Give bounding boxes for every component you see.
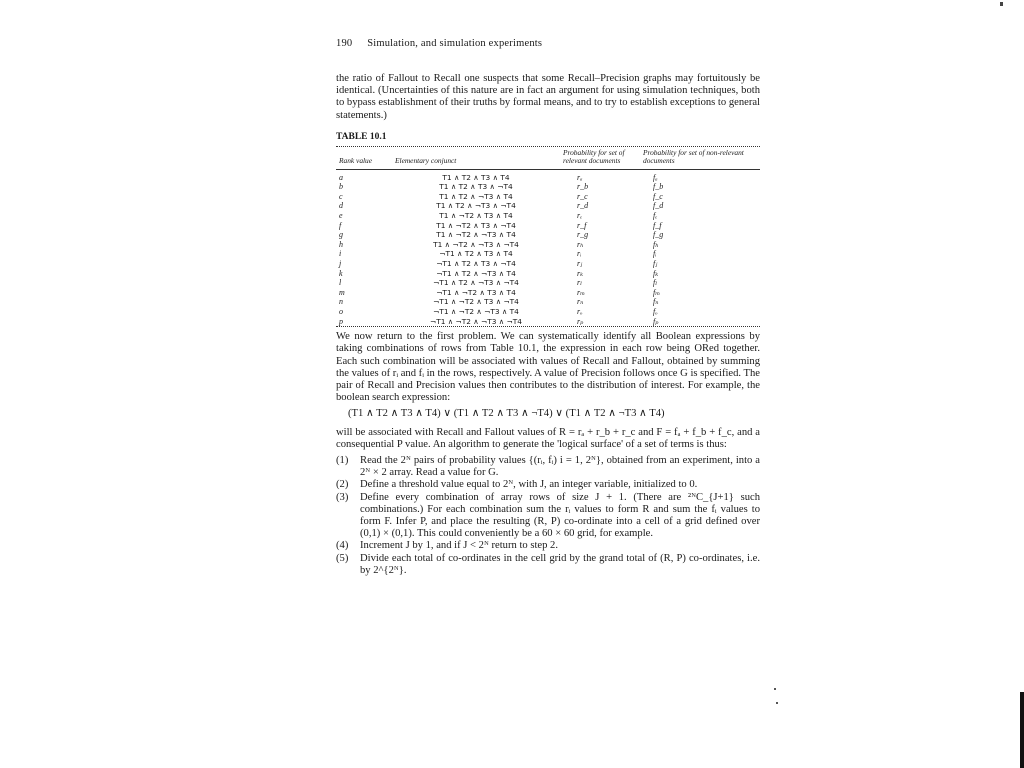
header-rank: Rank value xyxy=(339,156,373,166)
rank-cell: f xyxy=(339,220,342,230)
table-row xyxy=(336,259,760,269)
table-row xyxy=(336,240,760,250)
rank-cell: a xyxy=(339,172,343,182)
relevant-prob-cell: rᵢ xyxy=(577,249,582,259)
scan-artifact xyxy=(776,702,778,704)
table-row xyxy=(336,211,760,221)
conjunct-cell: ¬T1 ∧ ¬T2 ∧ T3 ∧ T4 xyxy=(436,287,516,297)
nonrelevant-prob-cell: f_d xyxy=(653,201,664,211)
conjunct-cell: T1 ∧ ¬T2 ∧ ¬T3 ∧ T4 xyxy=(436,230,516,240)
running-title: Simulation, and simulation experiments xyxy=(367,38,543,49)
nonrelevant-prob-cell: fₒ xyxy=(653,306,658,316)
table-row xyxy=(336,307,760,317)
conjunct-cell: T1 ∧ T2 ∧ ¬T3 ∧ T4 xyxy=(439,191,513,201)
nonrelevant-prob-cell: f_f xyxy=(653,220,662,230)
rank-cell: i xyxy=(339,249,342,259)
algorithm-step xyxy=(336,455,760,479)
page-number: 190 xyxy=(336,38,353,49)
running-header xyxy=(336,38,760,49)
body-paragraph-3: will be associated with Recall and Fallout values of R = rₐ + r_b + r_c and F = fₐ + f_b + f_c, and a consequential P value. An algorithm to generate the 'logical surface' of a set of terms is thus: xyxy=(336,426,760,450)
algorithm-steps xyxy=(336,455,760,577)
nonrelevant-prob-cell: fⱼ xyxy=(653,258,658,268)
nonrelevant-prob-cell: fₖ xyxy=(653,268,659,278)
header-nonrelevant: Probability for set of non-relevant documents xyxy=(643,147,744,166)
relevant-prob-cell: rₕ xyxy=(577,239,584,249)
table-row xyxy=(336,201,760,211)
table-header-row xyxy=(336,147,760,169)
nonrelevant-prob-cell: fᵢ xyxy=(653,249,657,259)
rank-cell: h xyxy=(339,239,343,249)
relevant-prob-cell: rₗ xyxy=(577,278,583,288)
step-number: (4) xyxy=(336,540,349,552)
nonrelevant-prob-cell: fₚ xyxy=(653,316,659,326)
rank-cell: l xyxy=(339,278,342,288)
rank-cell: b xyxy=(339,182,343,192)
table-row xyxy=(336,230,760,240)
nonrelevant-prob-cell: fₐ xyxy=(653,172,658,182)
conjunct-cell: T1 ∧ ¬T2 ∧ T3 ∧ T4 xyxy=(439,211,513,220)
table-row xyxy=(336,182,760,192)
rank-cell: p xyxy=(339,316,343,326)
rank-cell: o xyxy=(339,306,343,316)
relevant-prob-cell: r_c xyxy=(577,191,588,201)
table-row xyxy=(336,317,760,327)
rank-cell: e xyxy=(339,211,343,220)
rank-cell: k xyxy=(339,268,343,278)
relevant-prob-cell: rₖ xyxy=(577,268,584,278)
nonrelevant-prob-cell: f_g xyxy=(653,230,664,240)
step-number: (1) xyxy=(336,454,349,466)
relevant-prob-cell: rₘ xyxy=(577,287,586,297)
algorithm-step xyxy=(336,492,760,541)
boolean-expression: (T1 ∧ T2 ∧ T3 ∧ T4) ∨ (T1 ∧ T2 ∧ T3 ∧ ¬T4) ∨ (T1 ∧ T2 ∧ ¬T3 ∧ T4) xyxy=(348,408,665,420)
scan-artifact xyxy=(1000,2,1003,6)
conjunct-cell: ¬T1 ∧ ¬T2 ∧ ¬T3 ∧ T4 xyxy=(433,306,519,316)
book-page xyxy=(336,38,760,577)
nonrelevant-prob-cell: fₗ xyxy=(653,278,658,288)
relevant-prob-cell: rₚ xyxy=(577,316,584,326)
relevant-prob-cell: rⱼ xyxy=(577,258,583,268)
rank-cell: j xyxy=(339,258,342,268)
rank-cell: d xyxy=(339,201,343,211)
step-number: (3) xyxy=(336,491,349,503)
conjunct-table xyxy=(336,147,760,326)
table-row xyxy=(336,170,760,183)
relevant-prob-cell: r_d xyxy=(577,201,589,211)
nonrelevant-prob-cell: f_c xyxy=(653,191,663,201)
step-number: (5) xyxy=(336,552,349,564)
table-row xyxy=(336,297,760,307)
conjunct-cell: T1 ∧ ¬T2 ∧ ¬T3 ∧ ¬T4 xyxy=(433,239,519,249)
conjunct-cell: T1 ∧ T2 ∧ T3 ∧ T4 xyxy=(442,172,510,182)
relevant-prob-cell: rₐ xyxy=(577,172,583,182)
conjunct-cell: T1 ∧ ¬T2 ∧ T3 ∧ ¬T4 xyxy=(436,220,516,230)
scan-artifact xyxy=(774,688,776,690)
rank-cell: m xyxy=(339,287,345,297)
algorithm-step xyxy=(336,553,760,577)
conjunct-cell: T1 ∧ T2 ∧ T3 ∧ ¬T4 xyxy=(439,182,513,192)
table-caption: TABLE 10.1 xyxy=(336,131,387,142)
algorithm-step xyxy=(336,479,760,491)
nonrelevant-prob-cell: fₕ xyxy=(653,239,659,249)
table-row xyxy=(336,288,760,298)
conjunct-cell: ¬T1 ∧ ¬T2 ∧ ¬T3 ∧ ¬T4 xyxy=(430,316,522,326)
conjunct-cell: ¬T1 ∧ T2 ∧ T3 ∧ T4 xyxy=(439,249,513,259)
scan-edge-bar xyxy=(1020,692,1024,768)
step-text: Increment J by 1, and if J < 2ᴺ return to step 2. xyxy=(360,540,558,552)
relevant-prob-cell: rₙ xyxy=(577,297,584,307)
conjunct-cell: ¬T1 ∧ T2 ∧ T3 ∧ ¬T4 xyxy=(436,258,516,268)
relevant-prob-cell: r_b xyxy=(577,182,589,192)
step-text: Divide each total of co-ordinates in the cell grid by the grand total of (R, P) co-ordinates, i.e. by 2^{2ᴺ}. xyxy=(360,552,760,576)
nonrelevant-prob-cell: fₑ xyxy=(653,211,658,220)
nonrelevant-prob-cell: fₙ xyxy=(653,297,659,307)
algorithm-step xyxy=(336,540,760,552)
rank-cell: n xyxy=(339,297,343,307)
table-row xyxy=(336,269,760,279)
step-text: Read the 2ᴺ pairs of probability values {(rᵢ, fᵢ) i = 1, 2ᴺ}, obtained from an experiment, into a 2ᴺ × 2 array. Read a value for G. xyxy=(360,454,760,479)
table-bottom-rule xyxy=(336,326,760,327)
step-text: Define a threshold value equal to 2ᴺ, with J, an integer variable, initialized to 0. xyxy=(360,479,698,491)
intro-paragraph: the ratio of Fallout to Recall one suspects that some Recall–Precision graphs may fortuitously be identical. (Uncertainties of this nature are in fact an argument for using simulation techniques, both to bypass establishment of their truths by formal means, and to try to establish exceptions to general statements.) xyxy=(336,73,760,121)
table-row xyxy=(336,192,760,202)
header-conjunct: Elementary conjunct xyxy=(395,156,457,166)
rank-cell: c xyxy=(339,191,343,201)
body-paragraph-2: We now return to the first problem. We can systematically identify all Boolean expressions by taking combinations of rows from Table 10.1, the expression in each row being ORed together. Each such combination will be associated with values of Recall and Fallout, obtained by summing the values of rᵢ and fᵢ in the rows, respectively. A value of Precision follows once G is specified. The pair of Recall and Precision values then contributes to the distribution of interest. For example, the boolean search expression: xyxy=(336,331,760,404)
relevant-prob-cell: rₑ xyxy=(577,211,583,220)
nonrelevant-prob-cell: f_b xyxy=(653,182,664,192)
conjunct-cell: ¬T1 ∧ T2 ∧ ¬T3 ∧ ¬T4 xyxy=(433,278,519,288)
relevant-prob-cell: r_f xyxy=(577,220,587,230)
conjunct-cell: ¬T1 ∧ ¬T2 ∧ T3 ∧ ¬T4 xyxy=(433,297,519,307)
nonrelevant-prob-cell: fₘ xyxy=(653,287,661,297)
table-row xyxy=(336,249,760,259)
table-row xyxy=(336,278,760,288)
relevant-prob-cell: rₒ xyxy=(577,306,583,316)
conjunct-cell: ¬T1 ∧ T2 ∧ ¬T3 ∧ T4 xyxy=(436,268,516,278)
step-number: (2) xyxy=(336,479,349,491)
header-relevant: Probability for set of relevant documents xyxy=(563,147,625,166)
table-row xyxy=(336,221,760,231)
rank-cell: g xyxy=(339,230,343,240)
relevant-prob-cell: r_g xyxy=(577,230,589,240)
table-10-1 xyxy=(336,132,760,327)
table-body xyxy=(336,170,760,327)
conjunct-cell: T1 ∧ T2 ∧ ¬T3 ∧ ¬T4 xyxy=(436,201,516,211)
step-text: Define every combination of array rows of size J + 1. (There are ²ᴺC_{J+1} such combinations.) For each combination sum the rᵢ values to form R and sum the fᵢ values to form F. Infer P, and place the resulting (R, P) co-ordinate into a cell of a grid defined over (0,1) × (0,1). This could conveniently be a 60 × 60 grid, for example. xyxy=(360,491,760,540)
